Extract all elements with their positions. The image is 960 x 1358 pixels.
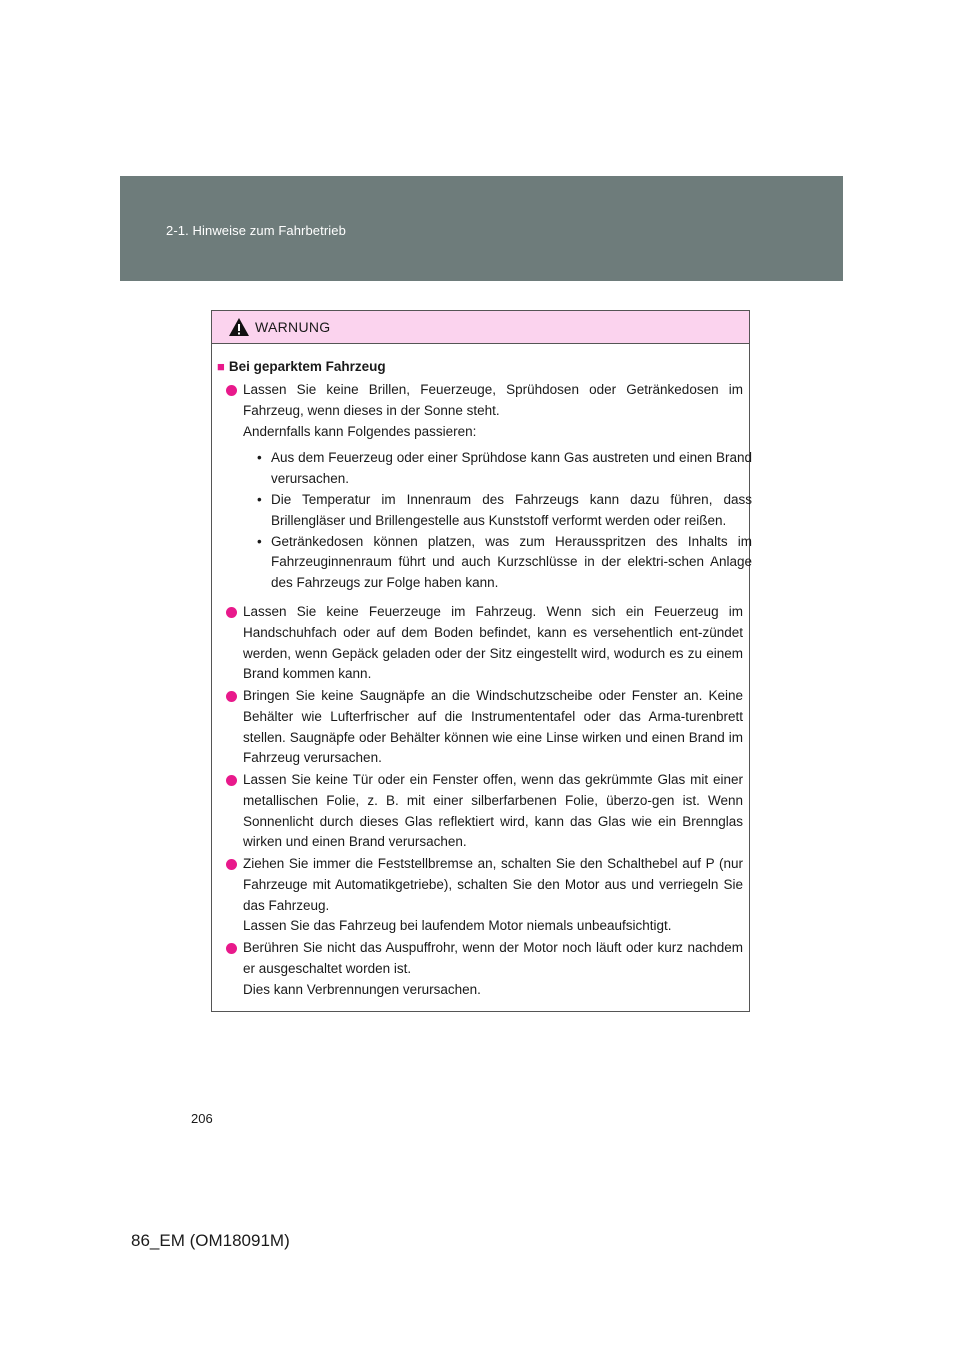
bullet-item xyxy=(243,854,743,937)
bullet-text: Bringen Sie keine Saugnäpfe an die Windschutzscheibe oder Fenster an. Keine Behälter wie Lufterfrischer auf die Instrumententafel oder das Arma-turenbrett stellen. Saugnäpfe oder Behälter können wie eine Linse wirken und einen Brand im Fahrzeug verursachen. xyxy=(243,688,743,766)
sub-bullet-icon: • xyxy=(257,491,262,507)
document-code: 86_EM (OM18091M) xyxy=(131,1231,290,1250)
warning-header xyxy=(212,311,749,344)
sub-list-item xyxy=(257,532,752,594)
square-bullet-icon: ■ xyxy=(217,359,225,374)
sub-list-text: Aus dem Feuerzeug oder einer Sprühdose kann Gas austreten und einen Brand verursachen. xyxy=(271,450,752,487)
bullet-text: Berühren Sie nicht das Auspuffrohr, wenn der Motor noch läuft oder kurz nachdem er ausgeschaltet worden ist. xyxy=(243,940,743,976)
sub-bullet-icon: • xyxy=(257,450,262,466)
page-number: 206 xyxy=(191,1111,213,1126)
warning-triangle-icon xyxy=(228,317,250,337)
bullet-dot-icon xyxy=(226,385,237,396)
bullet-item xyxy=(243,602,743,685)
bullet-text: Lassen Sie keine Feuerzeuge im Fahrzeug. Wenn sich ein Feuerzeug im Handschuhfach oder auf dem Boden befindet, kann es versehentlich ent-zündet werden, wenn Gepäck geladen oder der Sitz eingestellt wird, wodurch es zu einem Brand kommen kann. xyxy=(243,604,743,682)
bullet-item xyxy=(243,380,752,594)
section-title: 2-1. Hinweise zum Fahrbetrieb xyxy=(166,223,346,238)
sub-list-item xyxy=(257,448,752,490)
bullet-item xyxy=(243,770,743,853)
warning-title: WARNUNG xyxy=(255,319,331,335)
sub-bullet-icon: • xyxy=(257,533,262,549)
subheading xyxy=(217,357,386,377)
bullet-item xyxy=(243,938,743,1000)
bullet-dot-icon xyxy=(226,775,237,786)
bullet-extra: Lassen Sie das Fahrzeug bei laufendem Motor niemals unbeaufsichtigt. xyxy=(243,918,672,934)
subheading-text: Bei geparktem Fahrzeug xyxy=(228,359,386,374)
warning-box xyxy=(211,310,750,1012)
bullet-text: Ziehen Sie immer die Feststellbremse an, schalten Sie den Schalthebel auf P (nur Fahrzeuge mit Automatikgetriebe), schalten Sie den Motor aus und verriegeln Sie das Fahrzeug. xyxy=(243,856,743,913)
bullet-extra: Andernfalls kann Folgendes passieren: xyxy=(243,423,477,439)
sub-list-item xyxy=(257,490,752,532)
bullet-extra: Dies kann Verbrennungen verursachen. xyxy=(243,981,481,997)
bullet-text: Lassen Sie keine Brillen, Feuerzeuge, Sprühdosen oder Getränkedosen im Fahrzeug, wenn dieses in der Sonne steht. xyxy=(243,382,743,418)
chapter-header-band xyxy=(120,176,843,281)
bullet-dot-icon xyxy=(226,943,237,954)
bullet-text: Lassen Sie keine Tür oder ein Fenster offen, wenn das gekrümmte Glas mit einer metallischen Folie, z. B. mit einer silberfarbenen Folie, überzo-gen ist. Wenn Sonnenlicht durch dieses Glas reflektiert wird, kann das Glas wie ein Brennglas wirken und einen Brand verursachen. xyxy=(243,772,743,850)
bullet-dot-icon xyxy=(226,691,237,702)
bullet-dot-icon xyxy=(226,859,237,870)
sub-list-text: Getränkedosen können platzen, was zum Herausspritzen des Inhalts im Fahrzeuginnenraum führt und auch Kurzschlüsse in der elektri-schen Anlage des Fahrzeugs zur Folge haben kann. xyxy=(271,533,752,591)
bullet-item xyxy=(243,686,743,769)
bullet-dot-icon xyxy=(226,607,237,618)
sub-list-text: Die Temperatur im Innenraum des Fahrzeugs kann dazu führen, dass Brillengläser und Brillengestelle aus Kunststoff verformt werden oder reißen. xyxy=(271,491,752,528)
